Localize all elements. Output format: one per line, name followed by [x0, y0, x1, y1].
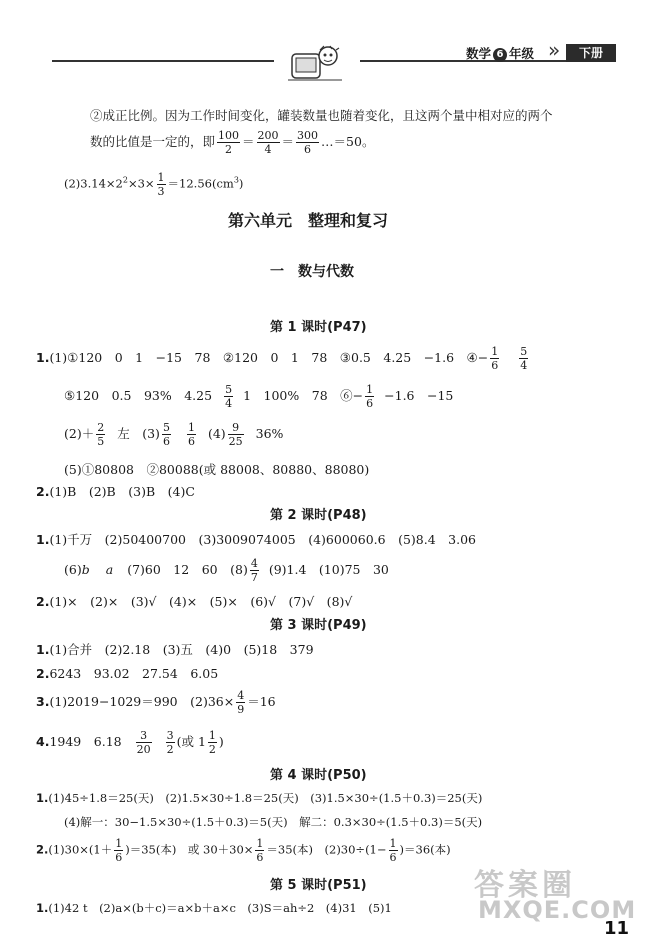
- answer-text: (7)60 12 60 (8): [127, 562, 248, 577]
- header-rule-left: [52, 60, 274, 62]
- denominator: 4: [520, 359, 528, 372]
- numerator: 5: [520, 345, 528, 358]
- mascot-icon: [286, 44, 344, 84]
- lesson-title-4: 第 4 课时(P50): [270, 768, 367, 783]
- cont-line-2: [90, 130, 374, 155]
- answer-text: (1)千万 (2)50400700 (3)3009074005 (4)600060.6 (5)8.4 3.06: [49, 532, 476, 547]
- cont-text-3d: ): [238, 176, 244, 191]
- answer-text: (1)①120 0 1 −15 78 ②120 0 1 78 ③0.5 4.25 −1.6 ④−: [49, 350, 489, 365]
- answer-text: 6243 93.02 27.54 6.05: [49, 666, 219, 681]
- answer-text: ⑤120 0.5 93% 4.25: [64, 388, 213, 403]
- lesson-title-2: 第 2 课时(P48): [270, 508, 367, 523]
- denominator: 6: [389, 851, 397, 864]
- lesson-title-5: 第 5 课时(P51): [270, 878, 367, 893]
- numerator: 3: [136, 730, 152, 743]
- answer-text: (4)解一：30−1.5×30÷(1.5＋0.3)＝5(天) 解二：0.3×30÷(1.5＋0.3)＝5(天): [64, 815, 483, 829]
- answer-row: [36, 640, 314, 658]
- numerator: 2: [97, 421, 105, 434]
- answer-text: (1)42 t (2)a×(b＋c)＝a×b＋a×c (3)S＝ah÷2 (4)31 (5)1: [48, 901, 392, 915]
- answer-row: [36, 346, 530, 371]
- cont-line-3: [64, 172, 243, 197]
- answer-text: ＝35(本) (2)30÷(1−: [266, 842, 387, 857]
- denominator: 6: [187, 435, 195, 448]
- numerator: 9: [228, 422, 244, 435]
- fraction: [166, 730, 175, 755]
- answer-row: [36, 690, 276, 715]
- numerator: 5: [162, 421, 170, 434]
- question-number: 2.: [36, 666, 50, 681]
- fraction: [255, 838, 264, 863]
- fraction: [136, 730, 152, 755]
- fraction: [490, 346, 499, 371]
- answer-row: [64, 422, 283, 447]
- fraction: [96, 422, 105, 447]
- answer-row: [36, 790, 482, 806]
- question-number: 3.: [36, 694, 50, 709]
- fraction: [208, 730, 217, 755]
- fraction: [224, 384, 233, 409]
- denominator: 4: [225, 397, 233, 410]
- answer-text: (或 1: [176, 734, 206, 749]
- answer-row: [36, 838, 451, 863]
- header-grade: [466, 44, 534, 62]
- answer-text: (1)2019−1029＝990 (2)36×: [49, 694, 235, 709]
- answer-row: [64, 814, 482, 830]
- question-number: 4.: [36, 734, 50, 749]
- answer-text: (4): [207, 426, 226, 441]
- answer-text: 36%: [255, 426, 284, 441]
- answer-row: [36, 592, 352, 610]
- answer-text: (5)①80808 ②80088(或 88008、80880、88080): [64, 462, 370, 477]
- watermark-url: MXQE.COM: [478, 896, 637, 924]
- equals: ＝: [242, 134, 255, 149]
- denominator: 3: [157, 185, 165, 198]
- answer-text: (1)B (2)B (3)B (4)C: [49, 484, 195, 499]
- question-number: 2.: [36, 842, 49, 857]
- numerator: 4: [237, 689, 245, 702]
- numerator: 1: [157, 171, 165, 184]
- fraction: [389, 838, 398, 863]
- equals: ＝: [281, 134, 295, 149]
- numerator: 200: [257, 129, 279, 142]
- cont-text-2: 数的比值是一定的，即: [90, 134, 216, 149]
- watermark-logo: 答案圈: [474, 868, 576, 903]
- denominator: 25: [228, 435, 243, 448]
- cont-line-1: [90, 106, 553, 124]
- fraction: [296, 130, 319, 155]
- cont-text-2b: …＝50。: [321, 134, 375, 149]
- answer-text: )＝36(本): [399, 842, 451, 857]
- denominator: 6: [491, 359, 499, 372]
- numerator: 1: [208, 729, 216, 742]
- grade-circle: 6: [493, 48, 507, 62]
- numerator: 1: [115, 837, 123, 850]
- answer-text: −1.6 −15: [384, 388, 454, 403]
- answer-row: [36, 482, 195, 500]
- answer-text: ): [218, 734, 224, 749]
- numerator: 4: [250, 557, 258, 570]
- lesson-title-1: 第 1 课时(P47): [270, 320, 367, 335]
- page-number: 11: [604, 918, 630, 939]
- answer-text: (6): [64, 562, 82, 577]
- fraction: [236, 690, 245, 715]
- fraction: [250, 558, 259, 583]
- question-number: 1.: [36, 350, 50, 365]
- variable-b: b: [81, 562, 90, 577]
- answer-text: (1)30×(1＋: [48, 842, 113, 857]
- answer-row: [36, 530, 476, 548]
- numerator: 5: [225, 383, 233, 396]
- question-number: 1.: [36, 642, 50, 657]
- exponent: 2: [122, 175, 128, 185]
- lesson-title-3: 第 3 课时(P49): [270, 618, 367, 633]
- answer-row: [64, 460, 369, 478]
- cont-text-3c: ＝12.56(cm: [167, 176, 234, 191]
- numerator: 3: [166, 729, 174, 742]
- answer-text: (1)45÷1.8＝25(天) (2)1.5×30÷1.8＝25(天) (3)1.5×30÷(1.5＋0.3)＝25(天): [48, 791, 483, 805]
- fraction: [114, 838, 123, 863]
- denominator: 6: [115, 851, 123, 864]
- answer-row: [36, 900, 392, 916]
- fraction: [257, 130, 280, 155]
- header-grade-suffix: 年级: [509, 46, 535, 61]
- denominator: 9: [237, 703, 245, 716]
- fraction: [365, 384, 374, 409]
- denominator: 6: [256, 851, 264, 864]
- cont-text-3: (2)3.14×2: [64, 176, 123, 191]
- cont-text-3b: ×3×: [127, 176, 155, 191]
- numerator: 1: [256, 837, 264, 850]
- header-subject: 数学: [466, 46, 492, 61]
- denominator: 5: [97, 435, 105, 448]
- denominator: 2: [166, 743, 174, 756]
- answer-row: [36, 730, 224, 755]
- answer-text: (9)1.4 (10)75 30: [268, 562, 389, 577]
- answer-text: 左 (3): [117, 426, 160, 441]
- question-number: 1.: [36, 532, 50, 547]
- answer-text: (1)合并 (2)2.18 (3)五 (4)0 (5)18 379: [49, 642, 314, 657]
- question-number: 2.: [36, 594, 50, 609]
- fraction: [157, 172, 166, 197]
- answer-text: 1 100% 78 ⑥−: [243, 388, 364, 403]
- exponent: 3: [233, 175, 239, 185]
- numerator: 300: [297, 129, 319, 142]
- volume-badge: 下册: [566, 44, 616, 62]
- answer-row: [36, 664, 218, 682]
- variable-a: a: [105, 562, 114, 577]
- denominator: 7: [250, 571, 258, 584]
- section-title: 一 数与代数: [270, 264, 354, 280]
- denominator: 4: [264, 143, 272, 156]
- numerator: 1: [366, 383, 374, 396]
- chevron-right-icon: »: [548, 38, 561, 62]
- numerator: 100: [218, 129, 240, 142]
- answer-text: (1)× (2)× (3)√ (4)× (5)× (6)√ (7)√ (8)√: [49, 594, 353, 609]
- header-rule-right: [360, 60, 566, 62]
- fraction: [187, 422, 196, 447]
- denominator: 6: [366, 397, 374, 410]
- fraction: [162, 422, 171, 447]
- denominator: 2: [208, 743, 216, 756]
- fraction: [519, 346, 528, 371]
- question-number: 2.: [36, 484, 50, 499]
- answer-text: )＝35(本) 或 30＋30×: [125, 842, 254, 857]
- answer-text: 1949 6.18: [49, 734, 122, 749]
- answer-text: (2)＋: [64, 426, 95, 441]
- numerator: 1: [389, 837, 397, 850]
- denominator: 2: [225, 143, 233, 156]
- numerator: 1: [187, 421, 195, 434]
- answer-row: [64, 384, 453, 409]
- denominator: 20: [136, 743, 151, 756]
- numerator: 1: [491, 345, 499, 358]
- answer-text: ＝16: [247, 694, 276, 709]
- cont-text-1: ②成正比例。因为工作时间变化，罐装数量也随着变化，且这两个量中相对应的两个: [90, 108, 553, 123]
- denominator: 6: [304, 143, 312, 156]
- fraction: [228, 422, 244, 447]
- fraction: [217, 130, 240, 155]
- question-number: 1.: [36, 901, 49, 915]
- question-number: 1.: [36, 791, 49, 805]
- answer-row: [64, 558, 389, 583]
- unit-title: 第六单元 整理和复习: [228, 211, 389, 230]
- denominator: 6: [162, 435, 170, 448]
